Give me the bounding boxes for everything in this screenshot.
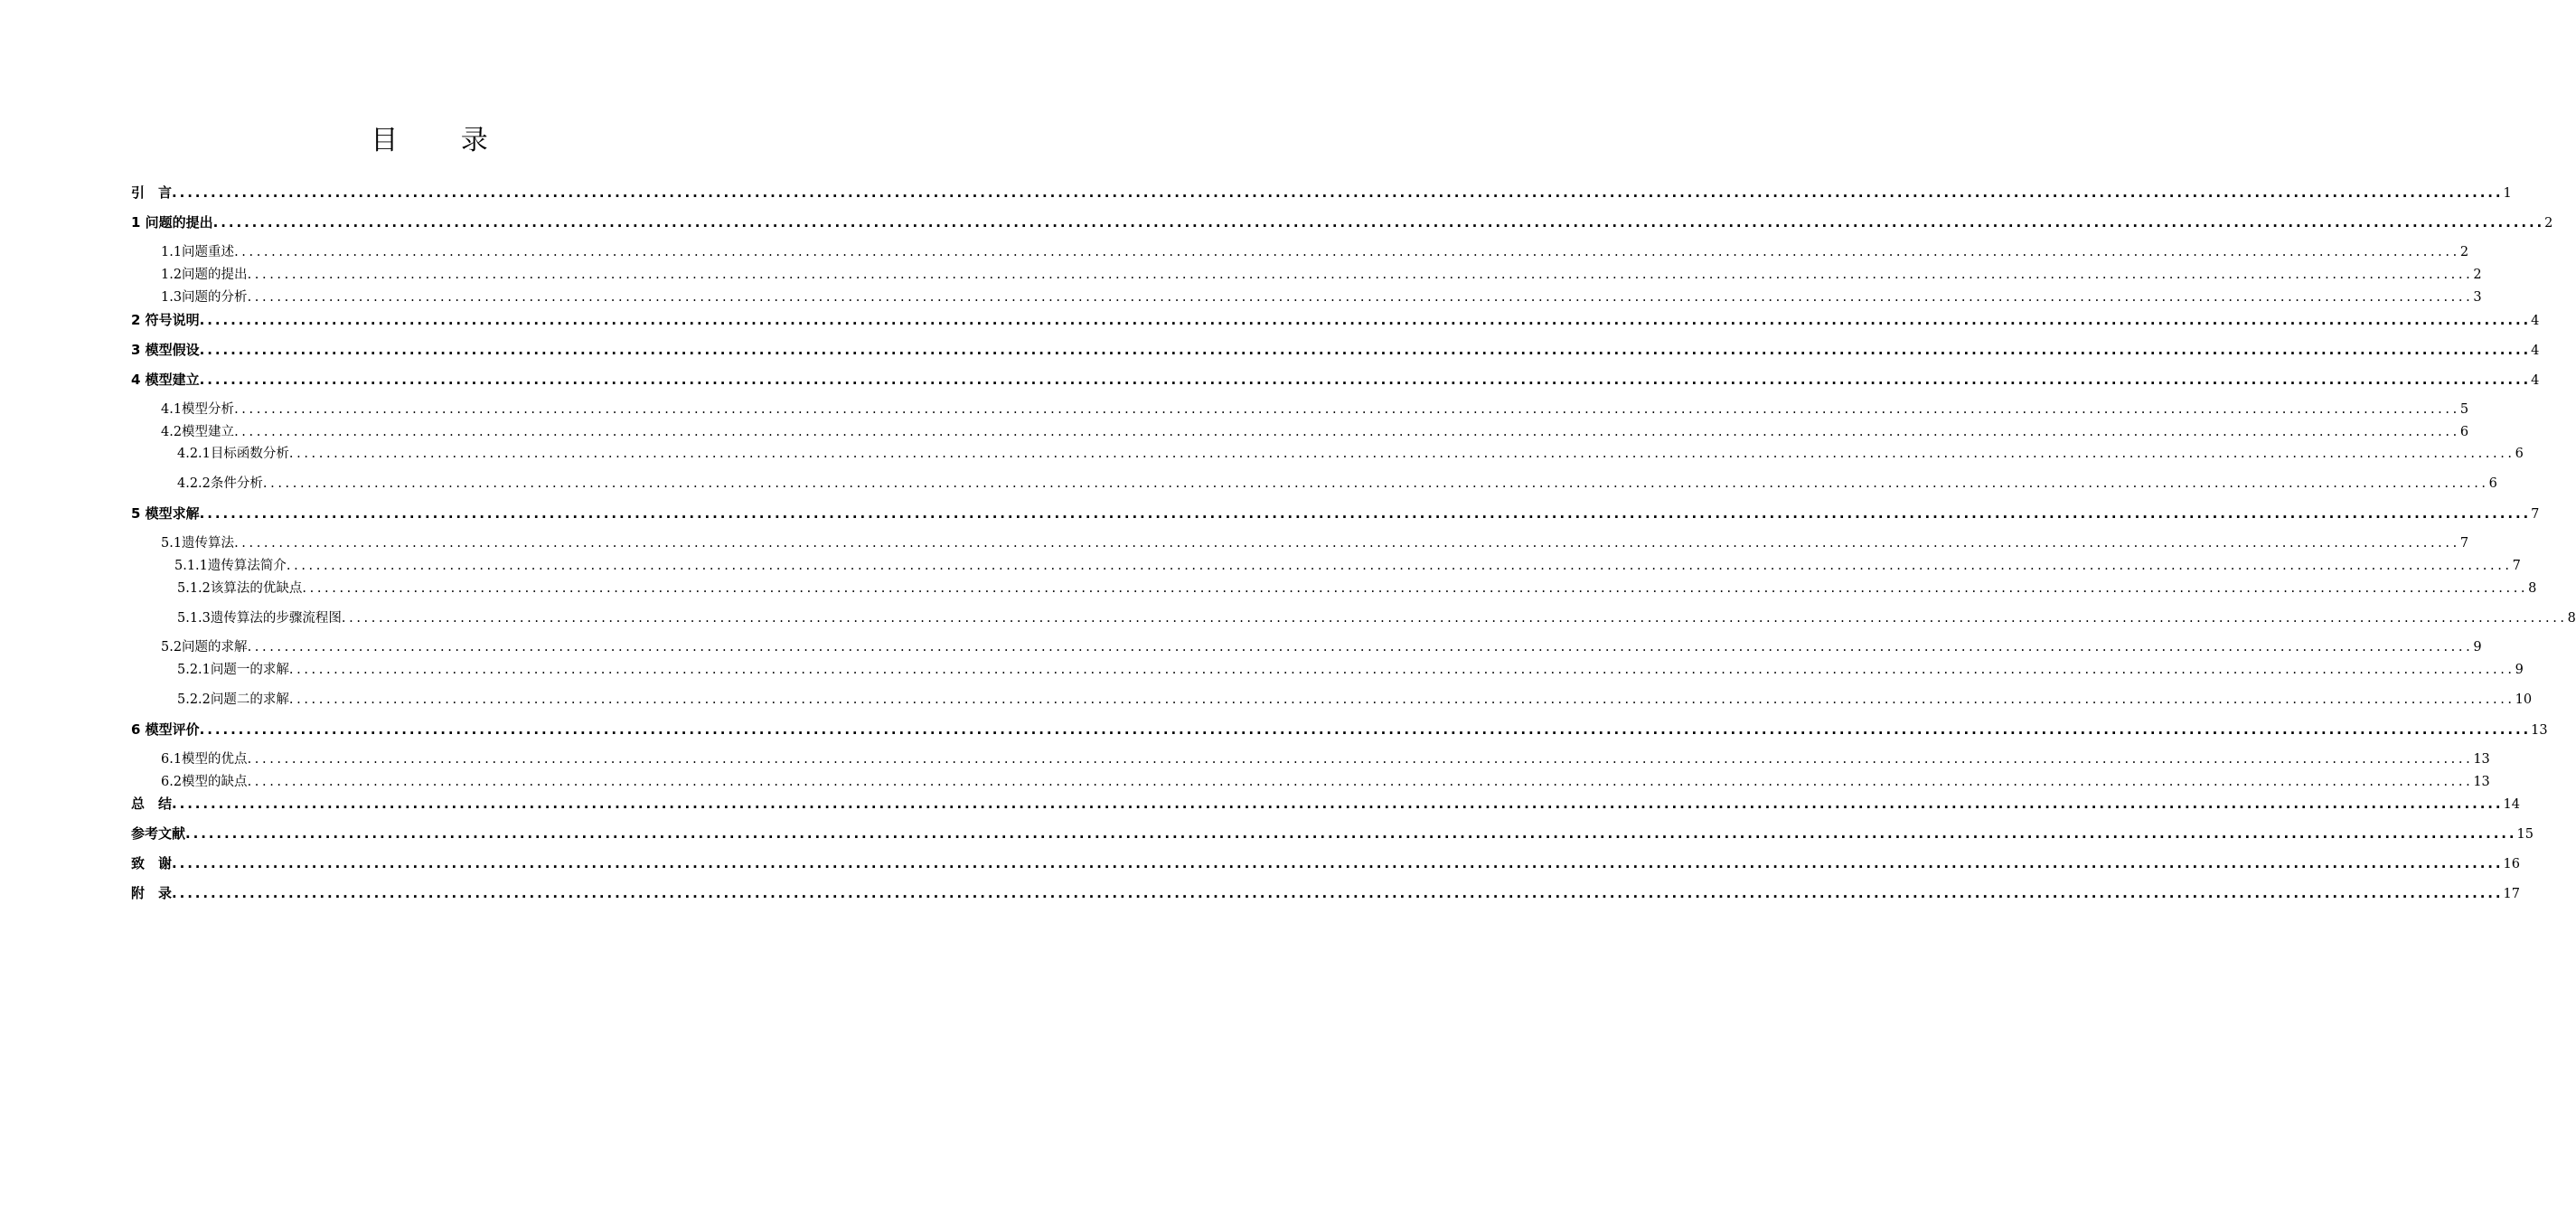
toc-entry-label: 1.2问题的提出 (161, 268, 248, 282)
toc-entry[interactable] (0, 749, 2490, 770)
dot-leader: ............................................................................................................................................................................................................................................................................................................ (234, 402, 2460, 417)
toc-entry-page: 9 (2473, 640, 2482, 655)
dot-leader: ............................................................................................................................................................................................................................................................................................................ (199, 342, 2532, 358)
dot-leader: ............................................................................................................................................................................................................................................................................................................ (172, 855, 2504, 871)
toc-entry[interactable] (0, 852, 2520, 874)
dot-leader: ............................................................................................................................................................................................................................................................................................................ (234, 245, 2460, 259)
toc-entry[interactable] (0, 793, 2520, 815)
toc-entry-page: 2 (2459, 245, 2469, 259)
dot-leader: ............................................................................................................................................................................................................................................................................................................ (199, 505, 2532, 522)
toc-entry-page: 16 (2503, 857, 2520, 871)
toc-entry[interactable] (0, 636, 2482, 658)
toc-entry-page: 4 (2531, 373, 2540, 388)
dot-leader: ............................................................................................................................................................................................................................................................................................................ (288, 447, 2515, 461)
dot-leader: ............................................................................................................................................................................................................................................................................................................ (288, 663, 2515, 677)
toc-entry-page: 6 (2488, 476, 2497, 491)
toc-entry[interactable] (0, 555, 2521, 577)
dot-leader: ............................................................................................................................................................................................................................................................................................................ (262, 476, 2489, 491)
dot-leader: ............................................................................................................................................................................................................................................................................................................ (341, 611, 2568, 626)
toc-entry-label: 5.1.2该算法的优缺点 (177, 581, 303, 596)
toc-entry-label: 6.2模型的缺点 (161, 775, 248, 789)
toc-entry-page: 13 (2473, 775, 2490, 789)
toc-entry[interactable] (0, 182, 2512, 203)
dot-leader: ............................................................................................................................................................................................................................................................................................................ (247, 640, 2474, 655)
toc-entry-label: 2 符号说明 (131, 312, 200, 328)
toc-entry-page: 13 (2531, 723, 2548, 738)
toc-entry-page: 3 (2473, 290, 2482, 305)
dot-leader: ............................................................................................................................................................................................................................................................................................................ (247, 775, 2474, 789)
dot-leader: ............................................................................................................................................................................................................................................................................................................ (288, 692, 2515, 707)
toc-entry[interactable] (0, 823, 2534, 844)
toc-entry[interactable] (0, 443, 2524, 465)
toc-entry-label: 1 问题的提出 (131, 214, 213, 231)
toc-entry-page: 7 (2459, 536, 2469, 551)
dot-leader: ............................................................................................................................................................................................................................................................................................................ (302, 581, 2529, 596)
page-title: 目 录 (371, 125, 515, 156)
toc-entry-label: 4 模型建立 (131, 372, 200, 388)
toc-entry-page: 4 (2531, 314, 2540, 328)
dot-leader: ............................................................................................................................................................................................................................................................................................................ (199, 372, 2532, 388)
toc-entry[interactable] (0, 578, 2537, 599)
toc-entry[interactable] (0, 264, 2482, 286)
toc-entry-label: 4.2模型建立 (161, 425, 235, 439)
toc-entry[interactable] (0, 339, 2540, 361)
toc-entry-label: 5 模型求解 (131, 505, 200, 522)
toc-entry-label: 5.1.3遗传算法的步骤流程图 (177, 611, 342, 626)
toc-entry[interactable] (0, 241, 2469, 263)
toc-entry-page: 4 (2531, 344, 2540, 358)
dot-leader: ............................................................................................................................................................................................................................................................................................................ (185, 825, 2517, 842)
toc-entry[interactable] (0, 882, 2520, 904)
toc-entry[interactable] (0, 771, 2490, 793)
toc-entry-page: 1 (2503, 186, 2512, 201)
dot-leader: ............................................................................................................................................................................................................................................................................................................ (172, 885, 2504, 901)
toc-entry-label: 5.1遗传算法 (161, 536, 235, 551)
toc-entry-label: 3 模型假设 (131, 342, 200, 358)
toc-entry-label: 总 结 (131, 796, 173, 812)
toc-entry-page: 2 (2544, 216, 2553, 231)
toc-entry[interactable] (0, 287, 2482, 308)
toc-entry-page: 8 (2567, 611, 2576, 626)
toc-entry-page: 9 (2515, 663, 2524, 677)
toc-entry-page: 2 (2473, 268, 2482, 282)
toc-entry-label: 4.1模型分析 (161, 402, 235, 417)
toc-entry-label: 6 模型评价 (131, 721, 200, 738)
toc-entry-label: 5.2.2问题二的求解 (177, 692, 289, 707)
toc-entry[interactable] (0, 369, 2540, 391)
toc-entry-label: 致 谢 (131, 855, 173, 871)
dot-leader: ............................................................................................................................................................................................................................................................................................................ (212, 214, 2545, 231)
toc-entry-page: 15 (2516, 827, 2534, 842)
dot-leader: ............................................................................................................................................................................................................................................................................................................ (286, 559, 2513, 573)
dot-leader: ............................................................................................................................................................................................................................................................................................................ (199, 721, 2532, 738)
toc-entry-label: 引 言 (131, 184, 173, 201)
toc-entry-page: 6 (2515, 447, 2524, 461)
toc-entry-page: 10 (2515, 692, 2533, 707)
toc-entry-label: 4.2.2条件分析 (177, 476, 263, 491)
dot-leader: ............................................................................................................................................................................................................................................................................................................ (247, 752, 2474, 767)
toc-entry-page: 6 (2459, 425, 2469, 439)
toc-entry-page: 13 (2473, 752, 2490, 767)
toc-entry-page: 5 (2459, 402, 2469, 417)
toc-entry-label: 5.1.1遗传算法简介 (174, 559, 287, 573)
toc-entry[interactable] (0, 689, 2533, 711)
toc-entry-page: 14 (2503, 797, 2520, 812)
toc-entry-label: 1.3问题的分析 (161, 290, 248, 305)
toc-entry[interactable] (0, 608, 2576, 629)
toc-entry-page: 7 (2512, 559, 2521, 573)
toc-entry-page: 8 (2528, 581, 2537, 596)
toc-entry-label: 1.1问题重述 (161, 245, 235, 259)
toc-entry[interactable] (0, 212, 2553, 233)
toc-entry-page: 7 (2531, 507, 2540, 522)
toc-entry[interactable] (0, 399, 2469, 420)
toc-entry[interactable] (0, 473, 2497, 494)
dot-leader: ............................................................................................................................................................................................................................................................................................................ (247, 268, 2474, 282)
dot-leader: ............................................................................................................................................................................................................................................................................................................ (234, 536, 2460, 551)
toc-entry-label: 5.2.1问题一的求解 (177, 663, 289, 677)
dot-leader: ............................................................................................................................................................................................................................................................................................................ (234, 425, 2460, 439)
toc-entry[interactable] (0, 421, 2469, 443)
toc-entry-label: 5.2问题的求解 (161, 640, 248, 655)
toc-entry-label: 6.1模型的优点 (161, 752, 248, 767)
toc-entry[interactable] (0, 532, 2469, 554)
toc-entry[interactable] (0, 719, 2548, 740)
toc-entry[interactable] (0, 309, 2540, 331)
toc-entry-page: 17 (2503, 887, 2520, 901)
toc-entry-label: 参考文献 (131, 825, 186, 842)
toc-entry[interactable] (0, 503, 2540, 524)
dot-leader: ............................................................................................................................................................................................................................................................................................................ (172, 184, 2504, 201)
dot-leader: ............................................................................................................................................................................................................................................................................................................ (199, 312, 2532, 328)
toc-entry[interactable] (0, 659, 2524, 681)
dot-leader: ............................................................................................................................................................................................................................................................................................................ (172, 796, 2504, 812)
dot-leader: ............................................................................................................................................................................................................................................................................................................ (247, 290, 2474, 305)
toc-entry-label: 附 录 (131, 885, 173, 901)
toc-entry-label: 4.2.1目标函数分析 (177, 447, 289, 461)
